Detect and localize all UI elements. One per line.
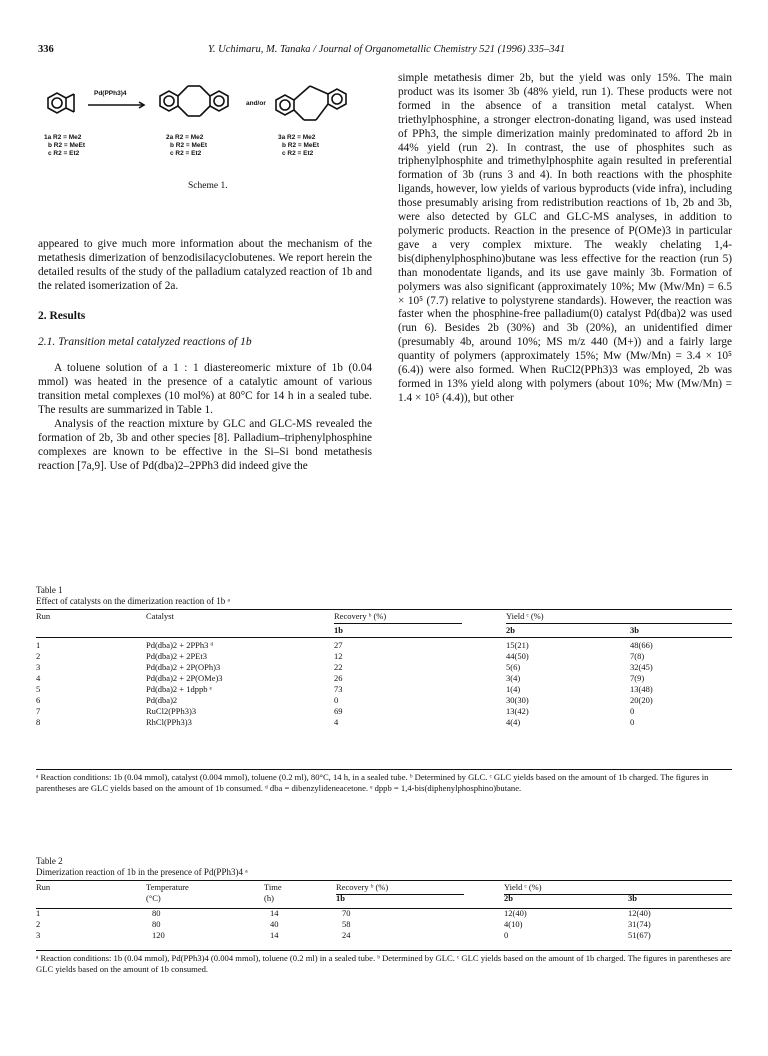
table-1-cell: 7(8): [630, 651, 645, 661]
page-number: 336: [38, 44, 54, 55]
table-1-cell: 44(50): [506, 651, 529, 661]
table-1-footnote: ᵃ Reaction conditions: 1b (0.04 mmol), catalyst (0.004 mmol), toluene (0.2 ml), 80°C, 14 h, in a sealed tube. ᵇ Determined by GLC. ᶜ GLC yields based on the amount of 1b charged. The figures in parentheses are GLC yields based on the amount of 1b consumed. ᵈ dba = dibenzylideneacetone. ᵉ dppb = 1,4-bis(diphenylphosphino)butane.: [36, 772, 709, 793]
table-1-body: [36, 637, 732, 728]
table-1-grid: [36, 611, 732, 728]
table-1-cell: 4(4): [506, 717, 521, 727]
compound-3a-label: 3a R2 = Me2: [278, 134, 316, 141]
benzene-ring-1: [48, 93, 66, 113]
table-2-cell: 12(40): [628, 908, 651, 918]
table-2-cell: 14: [270, 930, 279, 940]
running-header: [38, 44, 732, 58]
table-2-cell: 51(67): [628, 930, 651, 940]
table-1-label: Table 1: [36, 585, 63, 595]
table-2-cell: 31(74): [628, 919, 651, 929]
table-2-cell: 1: [36, 908, 41, 918]
table-2-header-yield: Yield ᶜ (%) 2b 3b: [504, 882, 637, 903]
table-1-cell: 13(48): [630, 684, 653, 694]
table-1-cell: 0: [630, 717, 635, 727]
compound-1c-label: c R2 = Et2: [48, 150, 80, 157]
table-1-cell: 1: [36, 640, 41, 650]
table-1-row: [36, 717, 732, 728]
table-1-cell: Pd(dba)2: [146, 695, 178, 705]
table-2-cell: 80: [152, 908, 161, 918]
table-1-cell: 48(66): [630, 640, 653, 650]
benzene-ring-2a: [160, 91, 178, 111]
benzene-ring-3a: [276, 95, 294, 115]
table-1-cell: 69: [334, 706, 343, 716]
table-2-cell: 40: [270, 919, 279, 929]
table-2-header-temperature: Temperature (°C): [146, 882, 189, 903]
table-2-cell: 80: [152, 919, 161, 929]
table-2-cell: 4(10): [504, 919, 523, 929]
table-1-cell: 5: [36, 684, 41, 694]
table-1-cell: 6: [36, 695, 41, 705]
table-2-row: [36, 930, 732, 941]
right-column: [398, 72, 732, 406]
table-1-cell: 4: [334, 717, 339, 727]
compound-3-labels: [278, 134, 319, 158]
table-1-header-run: Run: [36, 611, 51, 621]
table-1-cell: RhCl(PPh3)3: [146, 717, 192, 727]
table-1-cell: Pd(dba)2 + 2P(OPh)3: [146, 662, 221, 672]
table-1-row: [36, 706, 732, 717]
compound-1-labels: [44, 134, 85, 158]
table-1-row: [36, 662, 732, 673]
section-heading: 2. Results: [38, 309, 86, 322]
table-1-row: [36, 673, 732, 684]
table-2-cell: 0: [504, 930, 509, 940]
table-1-cell: 7(9): [630, 673, 645, 683]
table-1-cell: 73: [334, 684, 343, 694]
compound-3c-label: c R2 = Et2: [282, 150, 314, 157]
table-1-cell: 7: [36, 706, 41, 716]
table-2-cell: 12(40): [504, 908, 527, 918]
table-1-header-recovery: Recovery ᵇ (%): [334, 611, 387, 621]
table-1-cell: 12: [334, 651, 343, 661]
table-1-cell: 13(42): [506, 706, 529, 716]
table-1-cell: 3: [36, 662, 41, 672]
table-2-header-recovery: Recovery ᵇ (%) 1b: [336, 882, 389, 903]
table-2-row: [36, 919, 732, 930]
running-head-title: Y. Uchimaru, M. Tanaka / Journal of Organometallic Chemistry 521 (1996) 335–341: [208, 44, 565, 55]
table-2-row: [36, 904, 732, 919]
table-2-title: Dimerization reaction of 1b in the presence of Pd(PPh3)4 ᵃ: [36, 867, 248, 877]
table-1-row: [36, 651, 732, 662]
table-2-cell: 14: [270, 908, 279, 918]
table-1-cell: 3(4): [506, 673, 521, 683]
compound-1a-label: 1a R2 = Me2: [44, 134, 82, 141]
table-1-subheader-3b: 3b: [630, 625, 639, 635]
table-1-subheader-row: [36, 622, 732, 637]
table-1-row: [36, 695, 732, 706]
table-2-cell: 2: [36, 919, 41, 929]
table-2-cell: 70: [342, 908, 351, 918]
left-column: [38, 238, 372, 474]
table-1-cell: 4: [36, 673, 41, 683]
table-2-body: [36, 904, 732, 941]
table-1-cell: Pd(dba)2 + 2PEt3: [146, 651, 207, 661]
table-1-cell: Pd(dba)2 + 1dppb ᵉ: [146, 684, 212, 694]
compound-2-labels: [166, 134, 207, 158]
table-1-cell: 5(6): [506, 662, 521, 672]
table-1-cell: 0: [334, 695, 339, 705]
table-1-cell: 22: [334, 662, 343, 672]
table-1-subheader-2b: 2b: [506, 625, 515, 635]
table-2: [36, 856, 732, 974]
table-1-cell: 27: [334, 640, 343, 650]
table-2-cell: 3: [36, 930, 41, 940]
table-1: [36, 585, 732, 793]
table-2-header-run: Run: [36, 882, 51, 892]
compound-2b-label: b R2 = MeEt: [170, 142, 208, 149]
table-1-title: Effect of catalysts on the dimerization reaction of 1b ᵃ: [36, 596, 230, 606]
scheme-1: [40, 72, 370, 222]
table-1-header-row: [36, 611, 732, 622]
table-1-cell: 1(4): [506, 684, 521, 694]
table-1-cell: 2: [36, 651, 41, 661]
table-2-cell: 24: [342, 930, 351, 940]
table-1-cell: 0: [630, 706, 635, 716]
table-1-cell: Pd(dba)2 + 2PPh3 ᵈ: [146, 640, 214, 650]
table-1-cell: 8: [36, 717, 41, 727]
right-paragraph-1: simple metathesis dimer 2b, but the yield was only 15%. The main product was its isomer 3b (48% yield, run 1). These products were not formed in the absence of a transition metal catalyst. When triethylphosphine, a stronger electron-donating ligand, was used instead of PPh3, the simple dimerization mainly predominated to afford 2b in 44% yield (run 2). In contrast, the use of phosphites such as triphenylphosphite and trimethylphosphite again resulted in preferential formation of 3b (runs 3 and 4). In both reactions with the phosphite ligands, however, low yields of various byproducts (vide infra), including those presumably arising from redistribution reactions of 1b, 2b and 3b, were also detected by GLC and GLC-MS analyses, in addition to polymeric products. Reaction in the presence of P(OMe)3 in particular gave a very complex mixture. The weakly chelating 1,4-bis(diphenylphosphino)butane was less effective for the reaction (run 5) than monodentate ligands, and its use gave mainly 3b. Formation of polymers was also significant (approximately 10%; Mw (Mw/Mn) = 6.5 × 10⁵ (7.7) relative to polystyrene standards). However, the reaction was faster when the phosphine-free palladium(0) catalyst Pd(dba)2 was used (run 6). Besides 2b (30%) and 3b (20%), an unidentified dimer (presumably 4b, around 10%; MS m/z 440 (M+)) and a fairly large quantity of polymers (approximately 15%; Mw (Mw/Mn) = 3.4 × 10⁵ (6.4)) were also formed. When RuCl2(PPh3)3 was employed, 2b was formed in 13% yield along with polymers (about 10%; Mw (Mw/Mn) = 1.4 × 10⁵ (4.4)), but other: [398, 72, 732, 404]
compound-1b-label: b R2 = MeEt: [48, 142, 86, 149]
table-1-cell: 20(20): [630, 695, 653, 705]
benzene-ring-2b: [210, 91, 228, 111]
benzene-ring-3b: [328, 89, 346, 109]
table-1-cell: 30(30): [506, 695, 529, 705]
table-1-row: [36, 637, 732, 651]
scheme-caption: Scheme 1.: [188, 181, 228, 191]
table-1-cell: 26: [334, 673, 343, 683]
compound-2a-label: 2a R2 = Me2: [166, 134, 204, 141]
subsection-heading: 2.1. Transition metal catalyzed reactions of 1b: [38, 335, 252, 348]
table-2-cell: 120: [152, 930, 165, 940]
left-paragraph-2: A toluene solution of a 1 : 1 diastereomeric mixture of 1b (0.04 mmol) was heated in the presence of a catalytic amount of various transition metal complexes (10 mol%) at 80°C for 14 h in a sealed tube. The results are summarized in Table 1.: [38, 362, 372, 417]
table-1-cell: 32(45): [630, 662, 653, 672]
table-1-subheader-1b: 1b: [334, 625, 343, 635]
table-1-row: [36, 684, 732, 695]
table-1-cell: RuCl2(PPh3)3: [146, 706, 197, 716]
table-2-cell: 58: [342, 919, 351, 929]
table-2-grid: [36, 882, 732, 941]
compound-3b-label: b R2 = MeEt: [282, 142, 320, 149]
left-paragraph-3: Analysis of the reaction mixture by GLC and GLC-MS revealed the formation of 2b, 3b and other species [8]. Palladium–triphenylphosphine complexes are known to be effective in the Si–Si bond metathesis reaction [7a,9]. Use of Pd(dba)2–2PPh3 did indeed give the: [38, 418, 372, 472]
table-1-header-yield: Yield ᶜ (%): [506, 611, 544, 621]
reagent-label: Pd(PPh3)4: [94, 90, 127, 97]
table-1-cell: 15(21): [506, 640, 529, 650]
table-2-header-row: [36, 882, 732, 904]
table-2-label: Table 2: [36, 856, 63, 866]
left-paragraph-1: appeared to give much more information about the mechanism of the metathesis dimerization of benzodisilacyclobutenes. We report herein the detailed results of the study of the palladium catalyzed reaction of 1b and the related isomerization of 2a.: [38, 238, 372, 292]
table-2-header-time: Time (h): [264, 882, 282, 903]
table-2-footnote: ᵃ Reaction conditions: 1b (0.04 mmol), Pd(PPh3)4 (0.004 mmol), toluene (0.2 ml) in a sealed tube. ᵇ Determined by GLC. ᶜ GLC yields based on the amount of 1b charged. The figures in parentheses are GLC yields based on the amount of 1b consumed.: [36, 953, 731, 974]
compound-2c-label: c R2 = Et2: [170, 150, 202, 157]
andor-label: and/or: [246, 100, 266, 107]
table-1-header-catalyst: Catalyst: [146, 611, 174, 621]
table-1-cell: Pd(dba)2 + 2P(OMe)3: [146, 673, 223, 683]
